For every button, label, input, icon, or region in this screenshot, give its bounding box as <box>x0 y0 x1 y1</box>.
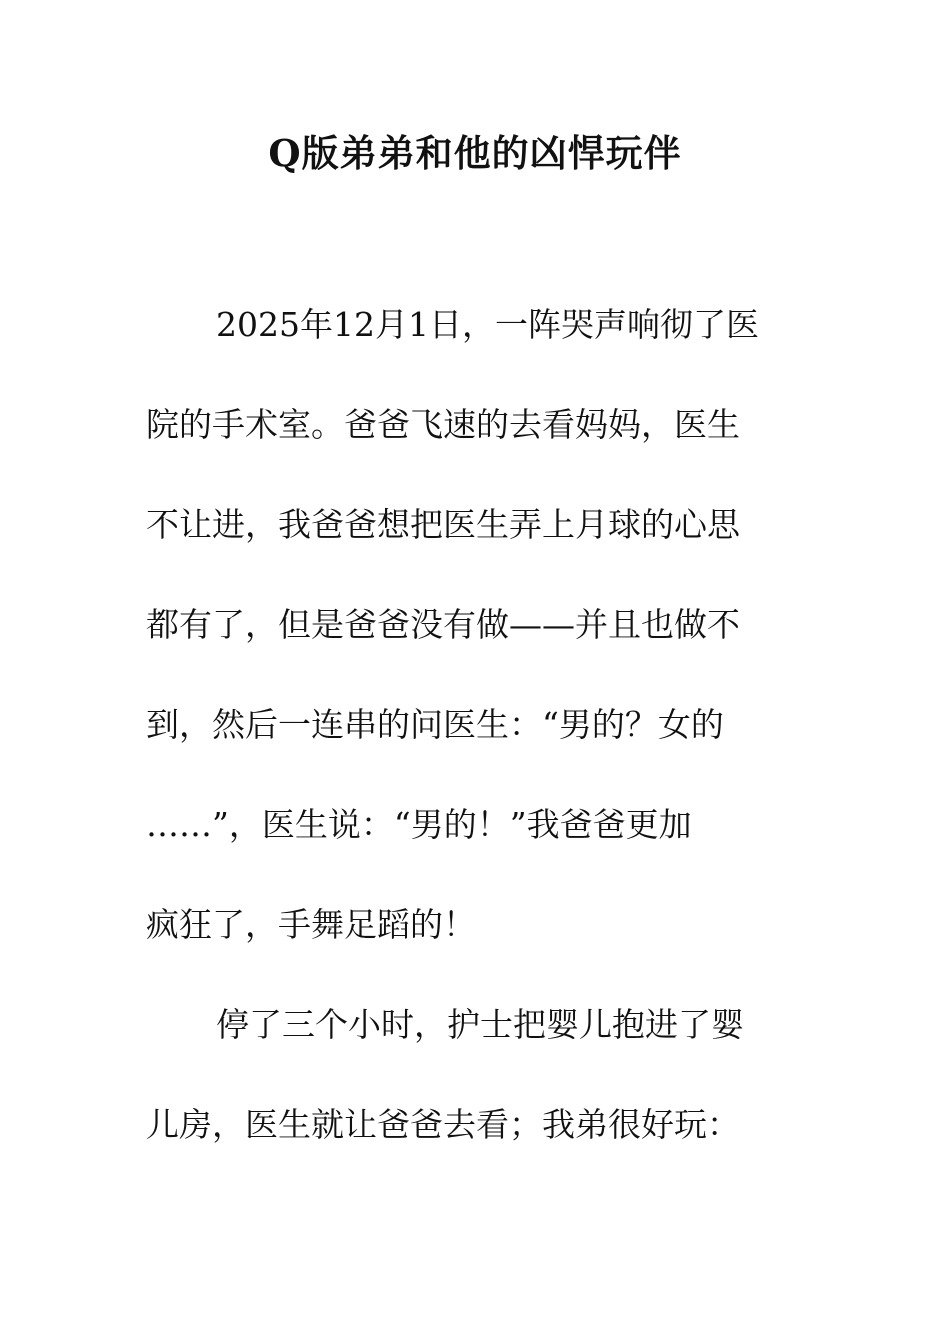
paragraph-line: 不让进，我爸爸想把医生弄上月球的心思 <box>146 505 740 544</box>
paragraph-line: 停了三个小时，护士把婴儿抱进了婴 <box>216 1005 744 1044</box>
document-title: Q版弟弟和他的凶悍玩伴 <box>268 131 682 175</box>
paragraph-line: 院的手术室。爸爸飞速的去看妈妈，医生 <box>146 405 740 444</box>
paragraph-line: 2025年12月1日，一阵哭声响彻了医 <box>216 305 759 344</box>
paragraph-line: 都有了，但是爸爸没有做——并且也做不 <box>146 605 740 644</box>
paragraph-line: 疯狂了，手舞足蹈的！ <box>146 905 476 944</box>
paragraph-line: 到，然后一连串的问医生：“男的？女的 <box>146 705 724 744</box>
paragraph-line: ……”，医生说：“男的！”我爸爸更加 <box>146 805 692 844</box>
paragraph-line: 儿房，医生就让爸爸去看；我弟很好玩： <box>146 1105 740 1144</box>
